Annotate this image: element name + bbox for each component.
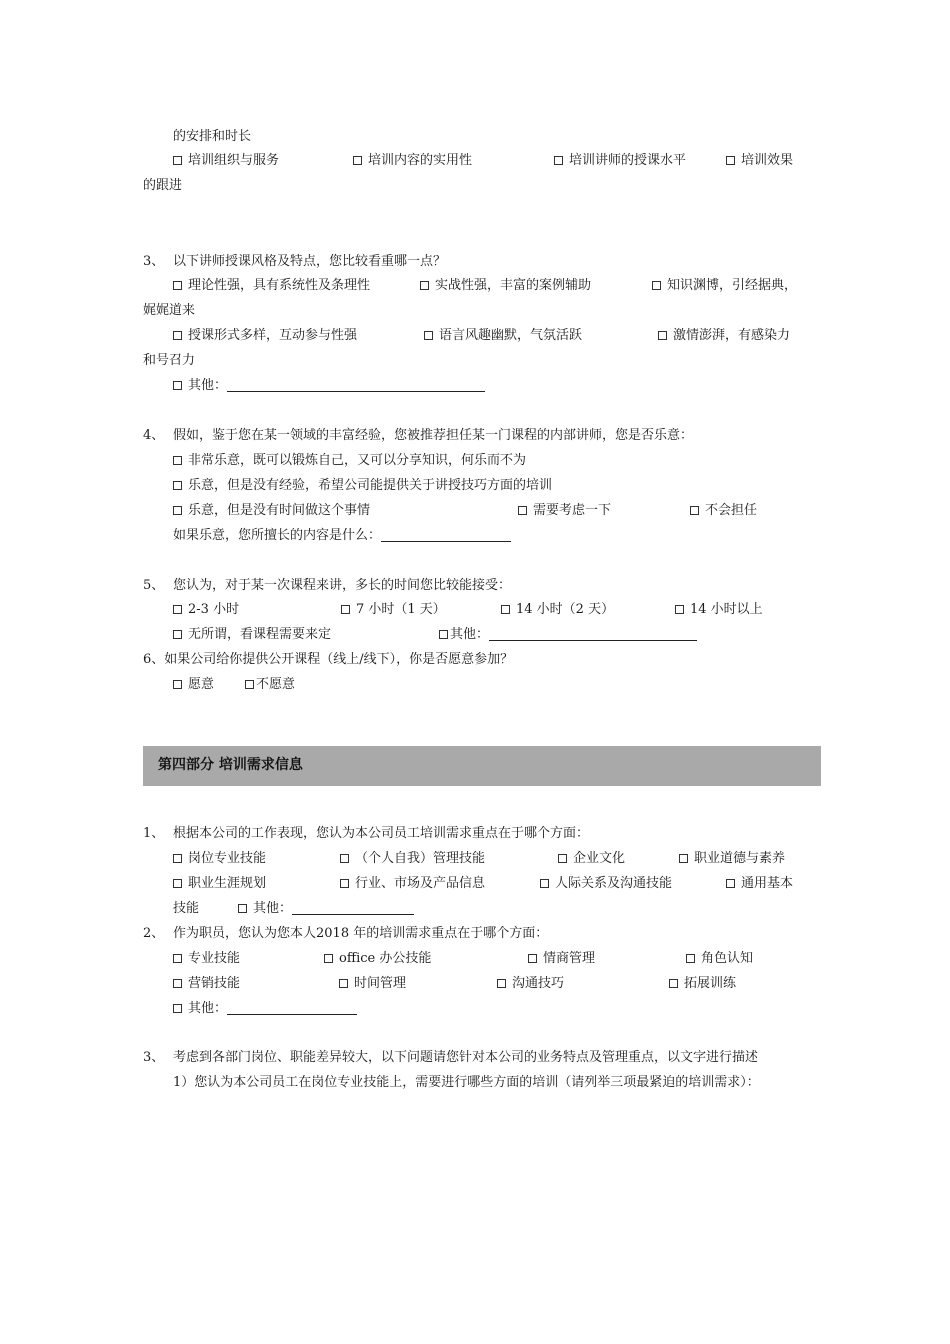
- checkbox-option[interactable]: 实战性强，丰富的案例辅助: [420, 277, 591, 295]
- question-number: 4、: [143, 428, 165, 443]
- checkbox-option[interactable]: 愿意: [173, 676, 214, 694]
- other-option[interactable]: 其他：: [173, 1000, 357, 1018]
- checkbox-icon[interactable]: [424, 331, 433, 340]
- checkbox-icon[interactable]: [173, 854, 182, 863]
- checkbox-option[interactable]: 无所谓，看课程需要来定: [173, 626, 331, 644]
- checkbox-option[interactable]: 职业生涯规划: [173, 875, 266, 893]
- question-text: 您认为，对于某一次课程来讲，多长的时间您比较能接受：: [173, 578, 512, 593]
- checkbox-icon[interactable]: [686, 954, 695, 963]
- checkbox-option[interactable]: 沟通技巧: [497, 975, 564, 993]
- checkbox-icon[interactable]: [173, 331, 182, 340]
- checkbox-icon[interactable]: [341, 605, 350, 614]
- question-number: 3、: [143, 1050, 165, 1065]
- checkbox-option[interactable]: 授课形式多样，互动参与性强: [173, 327, 357, 345]
- checkbox-option[interactable]: 通用基本: [726, 875, 793, 893]
- checkbox-icon[interactable]: [540, 879, 549, 888]
- wrap-text: 和号召力: [143, 353, 196, 368]
- other-option[interactable]: 其他：: [439, 626, 697, 644]
- other-input-line[interactable]: [227, 377, 485, 392]
- section-title: 第四部分 培训需求信息: [158, 757, 303, 773]
- checkbox-icon[interactable]: [340, 854, 349, 863]
- checkbox-icon[interactable]: [238, 904, 247, 913]
- checkbox-icon[interactable]: [669, 979, 678, 988]
- checkbox-option[interactable]: 培训组织与服务: [173, 152, 279, 170]
- checkbox-option[interactable]: 培训效果: [726, 152, 793, 170]
- question-number: 5、: [143, 578, 165, 593]
- checkbox-icon[interactable]: [173, 879, 182, 888]
- checkbox-option[interactable]: 岗位专业技能: [173, 850, 266, 868]
- wrap-text: 的跟进: [143, 178, 183, 193]
- checkbox-option[interactable]: office 办公技能: [324, 950, 431, 968]
- checkbox-icon[interactable]: [679, 854, 688, 863]
- checkbox-option[interactable]: 角色认知: [686, 950, 753, 968]
- checkbox-icon[interactable]: [173, 1004, 182, 1013]
- checkbox-option[interactable]: 人际关系及沟通技能: [540, 875, 672, 893]
- checkbox-icon[interactable]: [173, 630, 182, 639]
- checkbox-icon[interactable]: [173, 680, 182, 689]
- checkbox-icon[interactable]: [339, 979, 348, 988]
- checkbox-option[interactable]: 企业文化: [558, 850, 625, 868]
- checkbox-icon[interactable]: [173, 456, 182, 465]
- question-text: 考虑到各部门岗位、职能差异较大，以下问题请您针对本公司的业务特点及管理重点，以文字进行描述: [173, 1050, 759, 1065]
- checkbox-icon[interactable]: [558, 854, 567, 863]
- checkbox-option[interactable]: 拓展训练: [669, 975, 736, 993]
- checkbox-icon[interactable]: [420, 281, 429, 290]
- checkbox-option[interactable]: 职业道德与素养: [679, 850, 785, 868]
- question-text: 以下讲师授课风格及特点，您比较看重哪一点？: [173, 254, 447, 269]
- checkbox-option[interactable]: 专业技能: [173, 950, 240, 968]
- checkbox-icon[interactable]: [173, 979, 182, 988]
- wrap-text: 娓娓道来: [143, 303, 196, 318]
- checkbox-icon[interactable]: [173, 954, 182, 963]
- checkbox-option[interactable]: 14 小时（2 天）: [501, 601, 614, 619]
- checkbox-icon[interactable]: [439, 630, 448, 639]
- other-input-line[interactable]: [227, 1000, 357, 1015]
- checkbox-option[interactable]: 乐意，但是没有时间做这个事情: [173, 502, 370, 520]
- wrap-text: 技能: [173, 901, 200, 916]
- checkbox-option[interactable]: 不愿意: [245, 676, 295, 694]
- checkbox-option[interactable]: （个人自我）管理技能: [340, 850, 485, 868]
- checkbox-option[interactable]: 7 小时（1 天）: [341, 601, 446, 619]
- section-header: [143, 746, 821, 786]
- checkbox-option[interactable]: 需要考虑一下: [518, 502, 611, 520]
- checkbox-option[interactable]: 培训讲师的授课水平: [554, 152, 686, 170]
- checkbox-option[interactable]: 营销技能: [173, 975, 240, 993]
- checkbox-icon[interactable]: [173, 281, 182, 290]
- checkbox-option[interactable]: 不会担任: [690, 502, 757, 520]
- checkbox-icon[interactable]: [173, 506, 182, 515]
- checkbox-icon[interactable]: [173, 381, 182, 390]
- checkbox-icon[interactable]: [245, 680, 254, 689]
- follow-up-field[interactable]: 如果乐意，您所擅长的内容是什么：: [173, 527, 511, 545]
- checkbox-option[interactable]: 知识渊博，引经据典，: [652, 277, 797, 295]
- checkbox-option[interactable]: 激情澎湃，有感染力: [658, 327, 790, 345]
- checkbox-icon[interactable]: [501, 605, 510, 614]
- checkbox-option[interactable]: 时间管理: [339, 975, 406, 993]
- checkbox-icon[interactable]: [726, 156, 735, 165]
- cont-line: 的安排和时长: [173, 129, 252, 144]
- checkbox-icon[interactable]: [497, 979, 506, 988]
- checkbox-icon[interactable]: [324, 954, 333, 963]
- checkbox-icon[interactable]: [173, 481, 182, 490]
- checkbox-option[interactable]: 非常乐意，既可以锻炼自己，又可以分享知识，何乐而不为: [173, 452, 526, 470]
- question-number: 2、: [143, 926, 165, 941]
- other-option[interactable]: 其他：: [173, 377, 485, 395]
- checkbox-icon[interactable]: [173, 605, 182, 614]
- question-text: 作为职员，您认为您本人2018 年的培训需求重点在于哪个方面：: [173, 926, 549, 941]
- checkbox-icon[interactable]: [652, 281, 661, 290]
- question-text: 根据本公司的工作表现，您认为本公司员工培训需求重点在于哪个方面：: [173, 826, 590, 841]
- question-number: 1、: [143, 826, 165, 841]
- checkbox-icon[interactable]: [173, 156, 182, 165]
- checkbox-icon[interactable]: [518, 506, 527, 515]
- question-text: 6、如果公司给你提供公开课程（线上/线下），你是否愿意参加？: [143, 652, 514, 667]
- checkbox-option[interactable]: 行业、市场及产品信息: [340, 875, 485, 893]
- other-option[interactable]: 其他：: [238, 900, 414, 918]
- checkbox-option[interactable]: 情商管理: [528, 950, 595, 968]
- question-text: 假如，鉴于您在某一领域的丰富经验，您被推荐担任某一门课程的内部讲师，您是否乐意：: [173, 428, 694, 443]
- checkbox-icon[interactable]: [353, 156, 362, 165]
- checkbox-icon[interactable]: [675, 605, 684, 614]
- checkbox-option[interactable]: 语言风趣幽默，气氛活跃: [424, 327, 582, 345]
- checkbox-icon[interactable]: [726, 879, 735, 888]
- checkbox-option[interactable]: 14 小时以上: [675, 601, 763, 619]
- checkbox-icon[interactable]: [554, 156, 563, 165]
- other-input-line[interactable]: [292, 900, 414, 915]
- question-number: 3、: [143, 254, 165, 269]
- checkbox-option[interactable]: 2-3 小时: [173, 601, 239, 619]
- checkbox-icon[interactable]: [340, 879, 349, 888]
- checkbox-option[interactable]: 培训内容的实用性: [353, 152, 472, 170]
- checkbox-icon[interactable]: [690, 506, 699, 515]
- sub-question-text: 1）您认为本公司员工在岗位专业技能上，需要进行哪些方面的培训（请列举三项最紧迫的培训需求）：: [173, 1075, 760, 1090]
- follow-up-input-line[interactable]: [381, 527, 511, 542]
- checkbox-icon[interactable]: [528, 954, 537, 963]
- checkbox-icon[interactable]: [658, 331, 667, 340]
- other-input-line[interactable]: [489, 626, 697, 641]
- checkbox-option[interactable]: 理论性强，具有系统性及条理性: [173, 277, 370, 295]
- checkbox-option[interactable]: 乐意，但是没有经验，希望公司能提供关于讲授技巧方面的培训: [173, 477, 552, 495]
